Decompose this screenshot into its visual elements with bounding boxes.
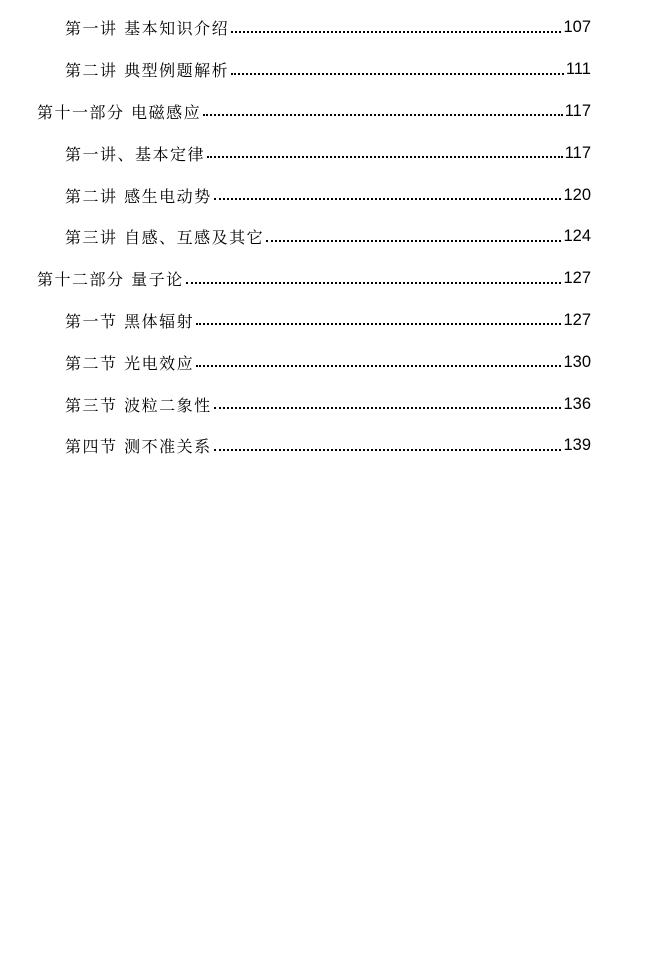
toc-dot-leader [196,365,561,367]
toc-dot-leader [214,198,562,200]
toc-dot-leader [266,240,561,242]
toc-entry-page-number: 111 [565,60,591,79]
toc-entry-lecture-3-self-mutual-induction[interactable] [0,216,659,258]
toc-entry-title: 第一讲、基本定律 [65,144,206,164]
toc-entry-lecture-2-examples[interactable] [0,49,659,91]
toc-entry-page-number: 117 [564,143,591,162]
toc-dot-leader [231,73,564,75]
toc-entry-title: 第四节 测不准关系 [65,437,212,457]
toc-dot-leader [214,407,562,409]
toc-entry-page-number: 127 [563,310,591,329]
toc-entry-title: 第二讲 感生电动势 [65,186,212,206]
toc-entry-page-number: 139 [563,436,591,455]
toc-entry-title: 第一节 黑体辐射 [65,311,195,331]
toc-entry-section-3-wave-particle-duality[interactable] [0,383,659,425]
toc-dot-leader [207,156,563,158]
toc-entry-title: 第十二部分 量子论 [37,270,184,290]
toc-entry-lecture-2-induced-emf[interactable] [0,174,659,216]
toc-entry-title: 第二讲 典型例题解析 [65,61,230,81]
toc-entry-page-number: 136 [563,394,591,413]
toc-entry-lecture-1-basics[interactable] [0,7,659,49]
toc-entry-section-1-blackbody-radiation[interactable] [0,300,659,342]
toc-dot-leader [186,282,562,284]
table-of-contents [0,7,659,467]
toc-entry-page-number: 127 [563,269,591,288]
toc-dot-leader [203,114,563,116]
toc-entry-page-number: 130 [563,352,591,371]
toc-entry-page-number: 120 [563,185,591,204]
toc-entry-title: 第一讲 基本知识介绍 [65,19,230,39]
toc-entry-part-12-quantum-theory[interactable] [0,258,659,300]
toc-dot-leader [196,323,561,325]
toc-entry-title: 第三节 波粒二象性 [65,395,212,415]
toc-entry-page-number: 117 [564,101,591,120]
toc-entry-title: 第二节 光电效应 [65,353,195,373]
toc-entry-page-number: 124 [563,227,591,246]
toc-entry-section-4-uncertainty-relation[interactable] [0,425,659,467]
toc-entry-page-number: 107 [563,18,591,37]
toc-entry-title: 第三讲 自感、互感及其它 [65,228,265,248]
toc-entry-lecture-1-basic-laws[interactable] [0,132,659,174]
toc-entry-title: 第十一部分 电磁感应 [37,102,202,122]
toc-entry-section-2-photoelectric-effect[interactable] [0,341,659,383]
toc-dot-leader [214,449,562,451]
toc-entry-part-11-electromagnetic-induction[interactable] [0,91,659,133]
toc-dot-leader [231,31,561,33]
